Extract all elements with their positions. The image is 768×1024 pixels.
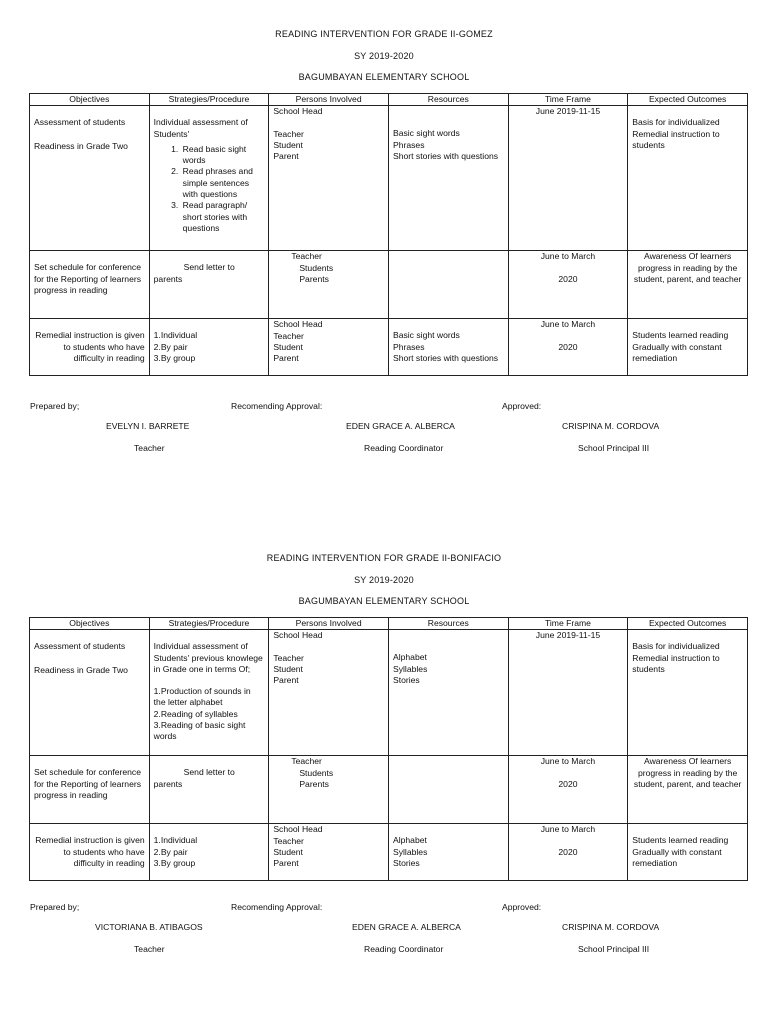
prepared-name: EVELYN I. BARRETE: [106, 421, 190, 431]
person-text: Parent: [273, 353, 299, 364]
person-text: Teacher: [273, 128, 304, 139]
time-frame-cell: [508, 251, 628, 319]
recommending-name: EDEN GRACE A. ALBERCA: [346, 421, 455, 431]
list-item: 2. Read phrases and simple sentences with questions: [181, 166, 265, 200]
person-text: Students: [299, 767, 334, 778]
objective-cell: [30, 630, 150, 756]
column-header: Time Frame: [508, 618, 628, 630]
strategy-text: 1.Individual: [153, 330, 198, 341]
resources-cell: [388, 106, 508, 251]
outcome-cell: [628, 824, 748, 881]
strategy-cell: [149, 251, 269, 319]
approved-label: Approved:: [502, 401, 542, 411]
objective-text: Readiness in Grade Two: [34, 140, 128, 151]
resource-text: Alphabet: [392, 652, 427, 663]
strategy-text: Send letter to: [183, 767, 235, 778]
table-row: [30, 106, 748, 251]
strategy-text: 2.By pair: [153, 846, 188, 857]
person-text: Parent: [273, 151, 299, 162]
plan-title: READING INTERVENTION FOR GRADE II-BONIFACIO: [266, 553, 502, 563]
time-frame-cell: [508, 106, 628, 251]
person-text: Parent: [273, 675, 299, 686]
person-text: Parent: [273, 858, 299, 869]
person-text: Students: [299, 262, 334, 273]
resource-text: Stories: [392, 674, 420, 685]
objective-text: Readiness in Grade Two: [34, 664, 128, 675]
school-year: SY 2019-2020: [354, 575, 414, 585]
outcome-cell: [628, 630, 748, 756]
column-header: Resources: [388, 94, 508, 106]
column-header: Expected Outcomes: [628, 94, 748, 106]
resource-text: Syllables: [392, 846, 428, 857]
list-item: 1. Read basic sight words: [181, 144, 265, 167]
time-frame-text: 2020: [558, 341, 578, 352]
time-frame-text: June 2019-11-15: [535, 630, 601, 641]
resource-text: Syllables: [392, 663, 428, 674]
prepared-role: Teacher: [134, 944, 165, 954]
strategy-cell: [149, 319, 269, 376]
persons-cell: [269, 106, 389, 251]
strategy-cell: [149, 756, 269, 824]
person-text: Student: [273, 846, 303, 857]
table-row: [30, 630, 748, 756]
objective-cell: [30, 106, 150, 251]
persons-cell: [269, 756, 389, 824]
person-text: Teacher: [273, 330, 304, 341]
strategy-text: parents: [153, 273, 183, 284]
time-frame-text: June to March: [540, 756, 596, 767]
strategy-text: Send letter to: [183, 262, 235, 273]
prepared-label: Prepared by;: [30, 401, 80, 411]
school-year: SY 2019-2020: [354, 51, 414, 61]
objective-text: Set schedule for conference for the Reporting of learners progress in reading: [34, 262, 142, 295]
strategy-cell: [149, 630, 269, 756]
objective-text: Remedial instruction is given to students who have difficulty in reading: [35, 835, 145, 868]
resource-text: Alphabet: [392, 835, 427, 846]
recommending-name: EDEN GRACE A. ALBERCA: [352, 922, 461, 932]
strategy-cell: [149, 824, 269, 881]
time-frame-text: June to March: [540, 319, 596, 330]
resources-cell: [388, 756, 508, 824]
time-frame-cell: [508, 756, 628, 824]
approved-role: School Principal III: [578, 443, 650, 453]
person-text: Parents: [299, 778, 329, 789]
person-text: School Head: [273, 106, 323, 117]
outcome-cell: [628, 106, 748, 251]
person-text: Teacher: [273, 652, 304, 663]
objective-text: Remedial instruction is given to students who have difficulty in reading: [35, 330, 145, 363]
school-name: BAGUMBAYAN ELEMENTARY SCHOOL: [298, 596, 470, 606]
time-frame-text: June 2019-11-15: [535, 106, 601, 117]
prepared-label: Prepared by;: [30, 902, 80, 912]
time-frame-text: 2020: [558, 778, 578, 789]
resource-text: Stories: [392, 857, 420, 868]
time-frame-cell: [508, 824, 628, 881]
objective-text: Assessment of students: [34, 117, 126, 128]
prepared-role: Teacher: [134, 443, 165, 453]
recommending-role: Reading Coordinator: [364, 443, 444, 453]
time-frame-cell: [508, 630, 628, 756]
column-header: Strategies/Procedure: [149, 94, 269, 106]
time-frame-cell: [508, 319, 628, 376]
resource-text: Basic sight words: [392, 128, 460, 139]
approved-name: CRISPINA M. CORDOVA: [562, 421, 660, 431]
approved-role: School Principal III: [578, 944, 650, 954]
strategy-text: parents: [153, 778, 183, 789]
persons-cell: [269, 824, 389, 881]
strategy-text: 2.Reading of syllables: [153, 708, 238, 719]
persons-cell: [269, 319, 389, 376]
table-header-row: [30, 94, 748, 106]
time-frame-text: 2020: [558, 273, 578, 284]
strategy-text: 3.By group: [153, 352, 196, 363]
strategy-text: 3.Reading of basic sight words: [153, 720, 246, 742]
table-header-row: [30, 618, 748, 630]
resource-text: Basic sight words: [392, 330, 460, 341]
strategy-intro: Individual assessment of Students': [153, 117, 248, 139]
recommending-role: Reading Coordinator: [364, 944, 444, 954]
table-row: [30, 824, 748, 881]
outcome-text: Basis for individualized Remedial instruction to students: [632, 641, 720, 674]
persons-cell: [269, 630, 389, 756]
outcome-text: Awareness Of learners progress in reading by the student, parent, and teacher: [633, 251, 742, 284]
person-text: Student: [273, 341, 303, 352]
resource-text: Phrases: [392, 341, 425, 352]
column-header: Expected Outcomes: [628, 618, 748, 630]
outcome-cell: [628, 756, 748, 824]
recommending-label: Recomending Approval:: [231, 401, 323, 411]
resource-text: Phrases: [392, 139, 425, 150]
resources-cell: [388, 824, 508, 881]
outcome-text: Awareness Of learners progress in reading by the student, parent, and teacher: [633, 756, 742, 789]
recommending-label: Recomending Approval:: [231, 902, 323, 912]
approved-name: CRISPINA M. CORDOVA: [562, 922, 660, 932]
resources-cell: [388, 319, 508, 376]
resources-cell: [388, 251, 508, 319]
plan-title: READING INTERVENTION FOR GRADE II-GOMEZ: [275, 29, 493, 39]
objective-cell: [30, 319, 150, 376]
outcome-text: Basis for individualized Remedial instruction to students: [632, 117, 720, 150]
column-header: Objectives: [30, 618, 150, 630]
column-header: Strategies/Procedure: [149, 618, 269, 630]
school-name: BAGUMBAYAN ELEMENTARY SCHOOL: [298, 72, 470, 82]
objective-text: Set schedule for conference for the Reporting of learners progress in reading: [34, 767, 142, 800]
resource-text: Short stories with questions: [392, 150, 499, 161]
strategy-text: 3.By group: [153, 857, 196, 868]
column-header: Resources: [388, 618, 508, 630]
outcome-cell: [628, 319, 748, 376]
strategy-intro: Individual assessment of Students' previous knowlege in Grade one in terms Of;: [153, 641, 263, 674]
intervention-table: [29, 93, 748, 376]
table-row: [30, 756, 748, 824]
column-header: Objectives: [30, 94, 150, 106]
persons-cell: [269, 251, 389, 319]
objective-cell: [30, 251, 150, 319]
time-frame-text: 2020: [558, 846, 578, 857]
resource-text: Short stories with questions: [392, 352, 499, 363]
strategy-cell: [149, 106, 269, 251]
person-text: School Head: [273, 824, 323, 835]
person-text: Teacher: [291, 756, 322, 767]
prepared-name: VICTORIANA B. ATIBAGOS: [95, 922, 203, 932]
table-row: [30, 251, 748, 319]
outcome-text: Students learned reading Gradually with constant remediation: [632, 330, 729, 363]
person-text: Student: [273, 663, 303, 674]
time-frame-text: June to March: [540, 251, 596, 262]
person-text: School Head: [273, 319, 323, 330]
column-header: Persons Involved: [269, 94, 389, 106]
column-header: Time Frame: [508, 94, 628, 106]
person-text: Student: [273, 139, 303, 150]
objective-text: Assessment of students: [34, 641, 126, 652]
time-frame-text: June to March: [540, 824, 596, 835]
column-header: Persons Involved: [269, 618, 389, 630]
strategy-text: 1.Individual: [153, 835, 198, 846]
outcome-cell: [628, 251, 748, 319]
strategy-text: 2.By pair: [153, 341, 188, 352]
person-text: Teacher: [273, 835, 304, 846]
list-item: 3. Read paragraph/ short stories with questions: [181, 200, 265, 234]
intervention-table: [29, 617, 748, 881]
person-text: Parents: [299, 273, 329, 284]
person-text: School Head: [273, 630, 323, 641]
strategy-text: 1.Production of sounds in the letter alphabet: [153, 686, 251, 708]
outcome-text: Students learned reading Gradually with constant remediation: [632, 835, 729, 868]
approved-label: Approved:: [502, 902, 542, 912]
objective-cell: [30, 756, 150, 824]
person-text: Teacher: [291, 251, 322, 262]
table-row: [30, 319, 748, 376]
resources-cell: [388, 630, 508, 756]
strategy-list: [154, 144, 265, 234]
objective-cell: [30, 824, 150, 881]
